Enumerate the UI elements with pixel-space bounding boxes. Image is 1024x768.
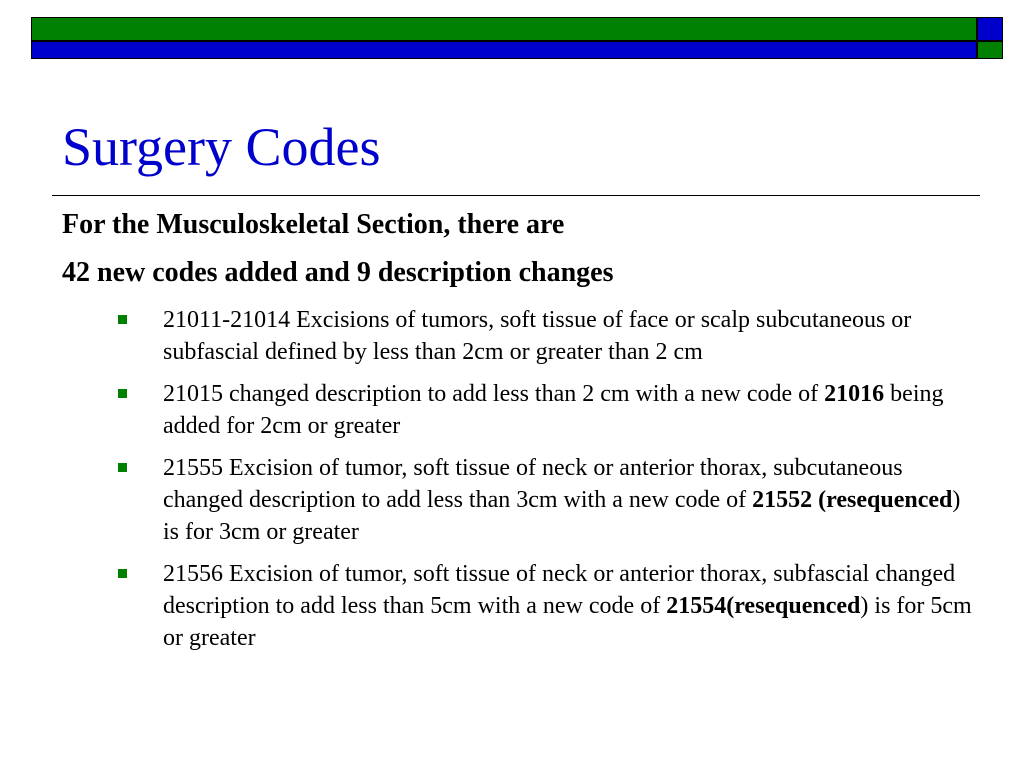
header-bar-green: [31, 17, 977, 41]
bullet-code-bold: 21554(resequenced: [666, 593, 861, 619]
bullet-code-bold: 21016: [824, 381, 885, 407]
square-bullet-icon: [118, 569, 127, 578]
bullet-code-bold: 21552 (resequenced: [752, 487, 953, 513]
slide-body: [62, 208, 982, 664]
lead-line-2: 42 new codes added and 9 description changes: [62, 257, 614, 288]
header-bar-blue: [31, 41, 977, 59]
header-square-green: [977, 41, 1003, 59]
square-bullet-icon: [118, 463, 127, 472]
list-item: [62, 558, 982, 654]
list-item: [62, 452, 982, 548]
list-item: [62, 304, 982, 368]
list-item: [62, 378, 982, 442]
bullet-list: [62, 304, 982, 654]
square-bullet-icon: [118, 315, 127, 324]
bullet-text-end: being added for 2cm or greater: [163, 381, 944, 439]
bullet-text-end: ) is for 3cm or greater: [163, 487, 961, 545]
bullet-text: 21015 changed description to add less than 2 cm with a new code of: [163, 381, 825, 407]
bullet-text: 21011-21014 Excisions of tumors, soft tissue of face or scalp subcutaneous or subfascial defined by less than 2cm or greater than 2 cm: [163, 307, 912, 365]
header-square-blue: [977, 17, 1003, 41]
bullet-text: 21556 Excision of tumor, soft tissue of neck or anterior thorax, subfascial changed description to add less than 5cm with a new code of: [163, 561, 956, 619]
title-divider: [52, 195, 980, 196]
bullet-text-end: ) is for 5cm or greater: [163, 593, 972, 651]
square-bullet-icon: [118, 389, 127, 398]
lead-line-1: For the Musculoskeletal Section, there are: [62, 209, 565, 240]
bullet-text: 21555 Excision of tumor, soft tissue of neck or anterior thorax, subcutaneous changed description to add less than 3cm with a new code of: [163, 455, 903, 513]
slide-title: Surgery Codes: [62, 117, 381, 177]
